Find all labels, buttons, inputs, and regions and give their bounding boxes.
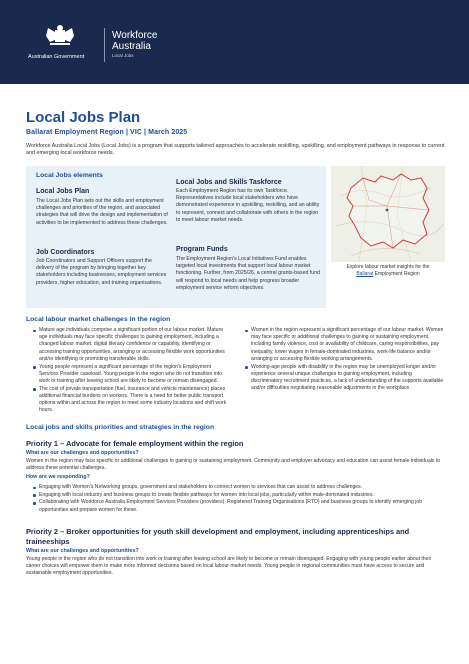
response-item: Engaging with local industry and business groups to create flexible pathways for women into local jobs, particularly within male-dominated industries. [32,492,446,499]
priority-1-title: Priority 1 – Advocate for female employment within the region [26,439,244,448]
australian-government-logo [28,24,98,66]
brand-sub: Local Jobs [112,53,134,58]
coordinators-heading: Job Coordinators [36,249,95,256]
funds-text: The Employment Region's Local Initiatives Fund enables targeted local investments that support local labour market functioning. Further, from 2025/26, a central grants-based fund will respond to local needs and help progress broader employment service reform objectives. [176,256,320,291]
government-name: Australian Government [28,54,85,60]
priority-2-answer: Young people in the region who do not transition into work or training after leaving school are likely to become or remain disengaged. Engaging with young people earlier about their career choices will empower them to make more informed decisions based on local labour market needs. Young people in regional communities must have access to secure and sustainable employment opportunities. [26,556,432,577]
response-item: Engaging with Women's Networking groups, government and stakeholders to connect women to services that can assist to address challenges. [32,484,446,491]
coat-of-arms-icon [42,24,78,50]
priority-1-responses [32,484,446,514]
workforce-australia-logo [112,30,157,58]
priority-1-question-1: What are our challenges and opportunities? [26,450,139,456]
header-banner [0,0,469,84]
region-map[interactable] [331,166,445,262]
priority-1-question-2: How are we responding? [26,474,90,480]
challenges-heading: Local labour market challenges in the region [26,316,171,323]
priorities-heading: Local jobs and skills priorities and strategies in the region [26,424,215,431]
priority-1-answer: Women in the region may face specific or additional challenges to gaining or sustaining employment. Community and employer advocacy and education can assist female individuals to address these potential challenges. [26,458,441,472]
page-title: Local Jobs Plan [26,109,141,126]
coordinators-text: Job Coordinators and Support Officers support the delivery of the program by bringing together key stakeholders including businesses, employment services providers, higher education, and training organisations. [36,258,167,286]
taskforce-heading: Local Jobs and Skills Taskforce [176,179,282,186]
challenge-item: Women in the region represent a significant percentage of our labour market. Women may face specific or additional challenges to gaining or sustaining employment, including family violence, cost or availability of childcare, caring responsibilities, pay inequality, lower wages in female-dominated industries, work-life balance and/or arranging or accessing flexible working arrangements. [244,327,444,363]
brand-line-2: Australia [112,41,151,52]
region-map-graphic [331,166,445,262]
ballarat-region-link[interactable]: Ballarat [356,271,374,277]
response-item: Collaborating with Workforce Australia Employment Services Providers (providers), Registered Training Organisations (RTO) and business groups to identify emerging job opportunities and prepare women for these. [32,499,446,513]
intro-paragraph: Workforce Australia Local Jobs (Local Jobs) is a program that supports tailored approaches to accelerate reskilling, upskilling, and employment pathways in response to current and emerging local workforce needs. [26,143,445,157]
page-subtitle: Ballarat Employment Region | VIC | March 2025 [26,129,188,136]
funds-heading: Program Funds [176,246,228,253]
taskforce-text: Each Employment Region has its own Taskforce. Representatives include local stakeholders who have demonstrated experience in upskilling, reskilling, and an ability to represent, connect and collaborate with others in the region to meet labour market needs. [176,188,320,223]
priority-2-title [26,527,409,547]
priority-2-question-1: What are our challenges and opportunities? [26,548,139,554]
challenge-item: The cost of private transportation (fuel, insurance and vehicle maintenance) places additional financial burdens on workers. There is a need for better public transport options within and across the region to meet some industry locations and shift work hours. [32,386,232,415]
brand-line-1: Workforce [112,30,158,41]
map-caption-suffix: Employment Region [373,271,420,277]
challenge-item: Working-age people with disability in the region may be unemployed longer and/or experience several unique challenges to gaining employment, including discriminatory recruitment practices, a lack of understanding of the supports available and/or difficulties negotiating reasonable adjustments in the workplace. [244,364,444,393]
map-caption [331,264,445,278]
logo-divider [104,28,105,62]
challenges-list-left [32,327,232,415]
challenge-item: Mature age individuals comprise a significant portion of our labour market. Mature age individuals may face specific challenges to gaining employment, including a changed labour market, digital literacy confidence or capability, identifying or accessing training opportunities, arranging or accessing flexible work opportunities and/or identifying or promoting transferable skills. [32,327,232,363]
plan-heading: Local Jobs Plan [36,188,90,195]
priority-2-title-line-2: traineeships [26,537,70,546]
challenges-list-right [244,327,444,393]
priority-2-title-line-1: Priority 2 – Broker opportunities for youth skill development and employment, including apprenticeships and [26,527,410,536]
plan-text: The Local Jobs Plan sets out the skills and employment challenges and priorities of the region, and associated strategies that will drive the design and implementation of activities to be implemented to address these challenges. [36,198,168,226]
challenge-item: Young people represent a significant percentage of the region's Employment Services Provider caseload. Young people in the region who do not transition into work or training after leaving school are likely to become or remain disengaged. [32,364,232,386]
elements-heading: Local Jobs elements [36,172,103,179]
map-caption-text: Explore labour market insights for the [346,264,430,270]
